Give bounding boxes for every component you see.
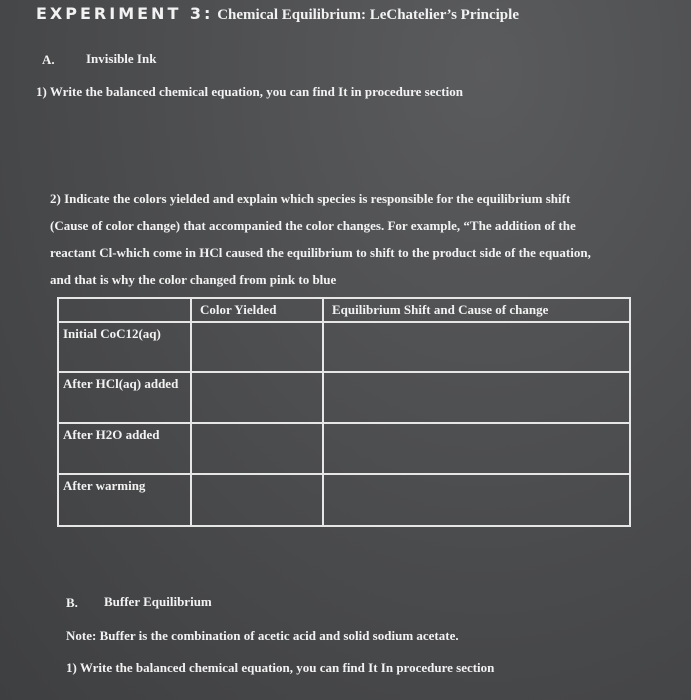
shift-cause-cell[interactable] (323, 474, 630, 526)
section-b-note: Note: Buffer is the combination of acetic acid and solid sodium acetate. (66, 628, 459, 643)
row-label: After warming (58, 474, 191, 526)
table-header-shift: Equilibrium Shift and Cause of change (323, 298, 630, 322)
row-label: Initial CoC12(aq) (58, 322, 191, 372)
row-label: After HCl(aq) added (58, 372, 191, 423)
section-b-letter: B. (66, 595, 78, 610)
question-a2 (50, 185, 591, 293)
section-a-title: Invisible Ink (86, 51, 157, 66)
shift-cause-cell[interactable] (323, 423, 630, 474)
table-row (58, 474, 630, 526)
question-a2-line: (Cause of color change) that accompanied the color changes. For example, “The addition of the (50, 218, 576, 233)
table-header-blank (58, 298, 191, 322)
page-title (36, 4, 519, 24)
question-a1: 1) Write the balanced chemical equation, you can find It in procedure section (36, 84, 463, 99)
observations-table (57, 297, 631, 527)
question-a2-line: and that is why the color changed from pink to blue (50, 272, 337, 287)
shift-cause-cell[interactable] (323, 322, 630, 372)
table-row (58, 322, 630, 372)
experiment-title: Chemical Equilibrium: LeChatelier’s Principle (217, 7, 519, 23)
table-row (58, 372, 630, 423)
section-b-title: Buffer Equilibrium (104, 594, 212, 609)
color-yielded-cell[interactable] (191, 322, 323, 372)
section-a-letter: A. (42, 52, 55, 67)
row-label: After H2O added (58, 423, 191, 474)
color-yielded-cell[interactable] (191, 423, 323, 474)
color-yielded-cell[interactable] (191, 372, 323, 423)
question-a2-line: reactant Cl-which come in HCl caused the equilibrium to shift to the product side of the equation, (50, 245, 591, 260)
question-b1: 1) Write the balanced chemical equation, you can find It In procedure section (66, 660, 495, 675)
table-header-row (58, 298, 630, 322)
question-a2-line: 2) Indicate the colors yielded and explain which species is responsible for the equilibrium shift (50, 191, 571, 206)
table-row (58, 423, 630, 474)
color-yielded-cell[interactable] (191, 474, 323, 526)
experiment-number: EXPERIMENT 3: (36, 4, 214, 23)
shift-cause-cell[interactable] (323, 372, 630, 423)
table-header-color: Color Yielded (191, 298, 323, 322)
